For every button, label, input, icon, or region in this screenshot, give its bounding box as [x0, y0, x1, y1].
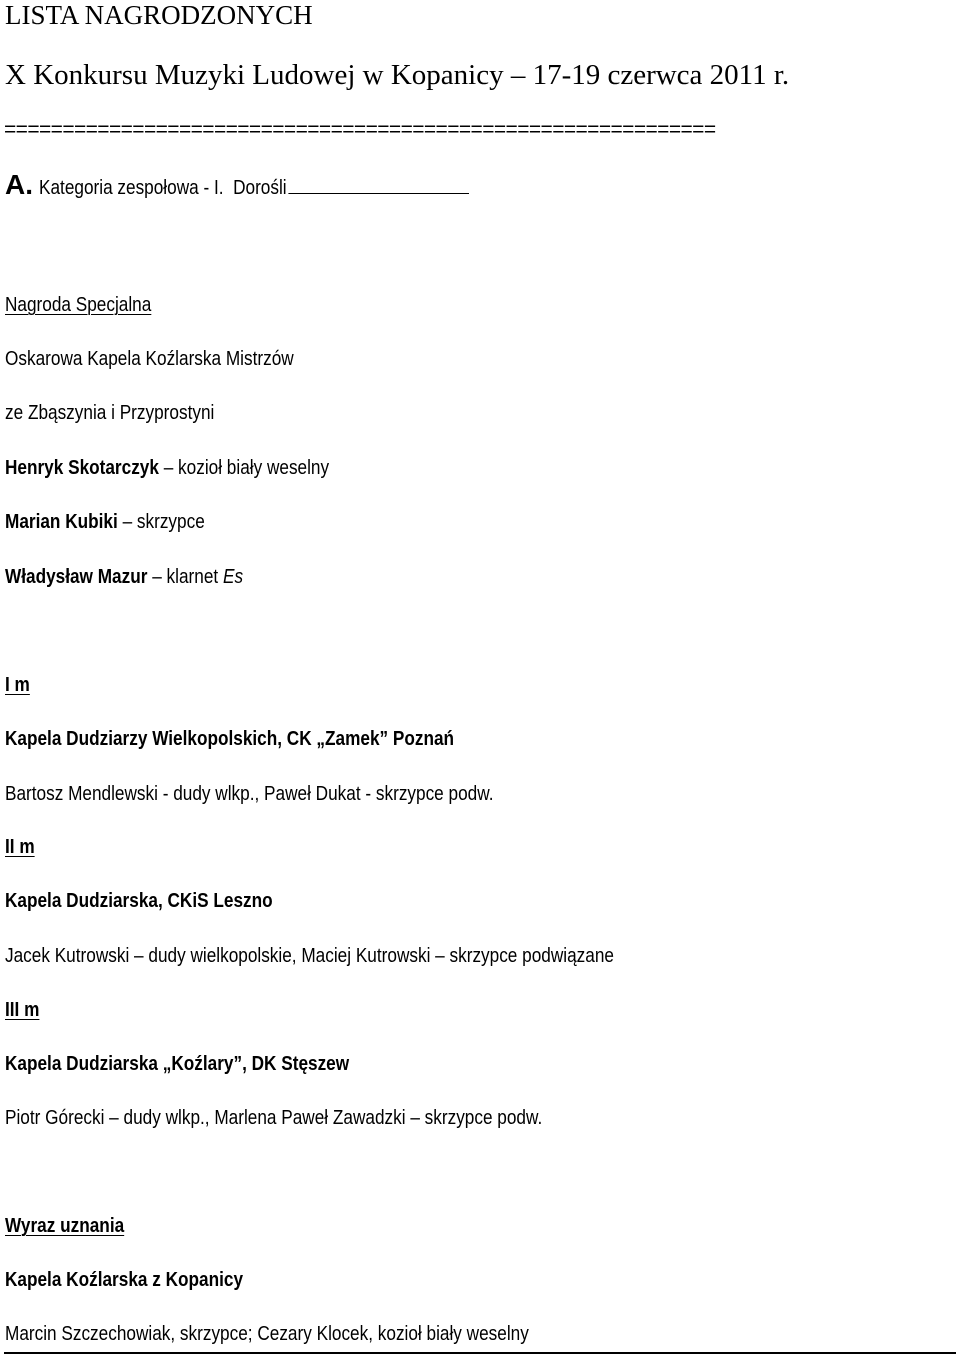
special-member [5, 565, 243, 589]
special-member [5, 510, 205, 534]
member-instrument-suffix: Es [222, 566, 244, 588]
document-title: LISTA NAGRODZONYCH [5, 0, 313, 30]
distinction-ensemble: Kapela Koźlarska z Kopanicy [5, 1269, 244, 1291]
category-sub: Dorośli [232, 177, 287, 199]
third-place-ensemble: Kapela Dudziarska „Koźlary”, DK Stęszew [5, 1053, 350, 1075]
distinction-members: Marcin Szczechowiak, skrzypce; Cezary Klocek, kozioł biały weselny [5, 1323, 529, 1345]
third-place-members: Piotr Górecki – dudy wlkp., Marlena Paweł Zawadzki – skrzypce podw. [5, 1107, 543, 1129]
category-label: Kategoria zespołowa - I. Dorośli [39, 173, 469, 203]
second-place-ensemble: Kapela Dudziarska, CKiS Leszno [5, 890, 273, 912]
bottom-rule [4, 1352, 956, 1354]
separator-rule: ============================================================= [4, 118, 716, 141]
category-letter: A. [5, 169, 33, 200]
member-instrument: – kozioł biały weselny [163, 457, 330, 479]
first-place-ensemble: Kapela Dudziarzy Wielkopolskich, CK „Zamek” Poznań [5, 728, 455, 750]
category-underline [288, 173, 469, 194]
member-name: Władysław Mazur [5, 566, 148, 588]
third-place-heading: III m [5, 999, 40, 1021]
member-name: Marian Kubiki [5, 511, 118, 533]
second-place-members: Jacek Kutrowski – dudy wielkopolskie, Maciej Kutrowski – skrzypce podwiązane [5, 945, 614, 967]
distinction-heading: Wyraz uznania [5, 1215, 125, 1237]
document-subtitle: X Konkursu Muzyki Ludowej w Kopanicy – 17-19 czerwca 2011 r. [5, 59, 790, 91]
special-ensemble-line2: ze Zbąszynia i Przyprostyni [5, 402, 215, 424]
special-ensemble-line1: Oskarowa Kapela Koźlarska Mistrzów [5, 348, 294, 370]
member-instrument: – klarnet [152, 566, 219, 588]
member-instrument: – skrzypce [122, 511, 205, 533]
member-name: Henryk Skotarczyk [5, 457, 159, 479]
special-heading: Nagroda Specjalna [5, 294, 152, 316]
first-place-members: Bartosz Mendlewski - dudy wlkp., Paweł Dukat - skrzypce podw. [5, 783, 494, 805]
category-heading [5, 170, 539, 203]
first-place-heading: I m [5, 674, 30, 696]
second-place-heading: II m [5, 836, 35, 858]
special-member [5, 456, 329, 480]
